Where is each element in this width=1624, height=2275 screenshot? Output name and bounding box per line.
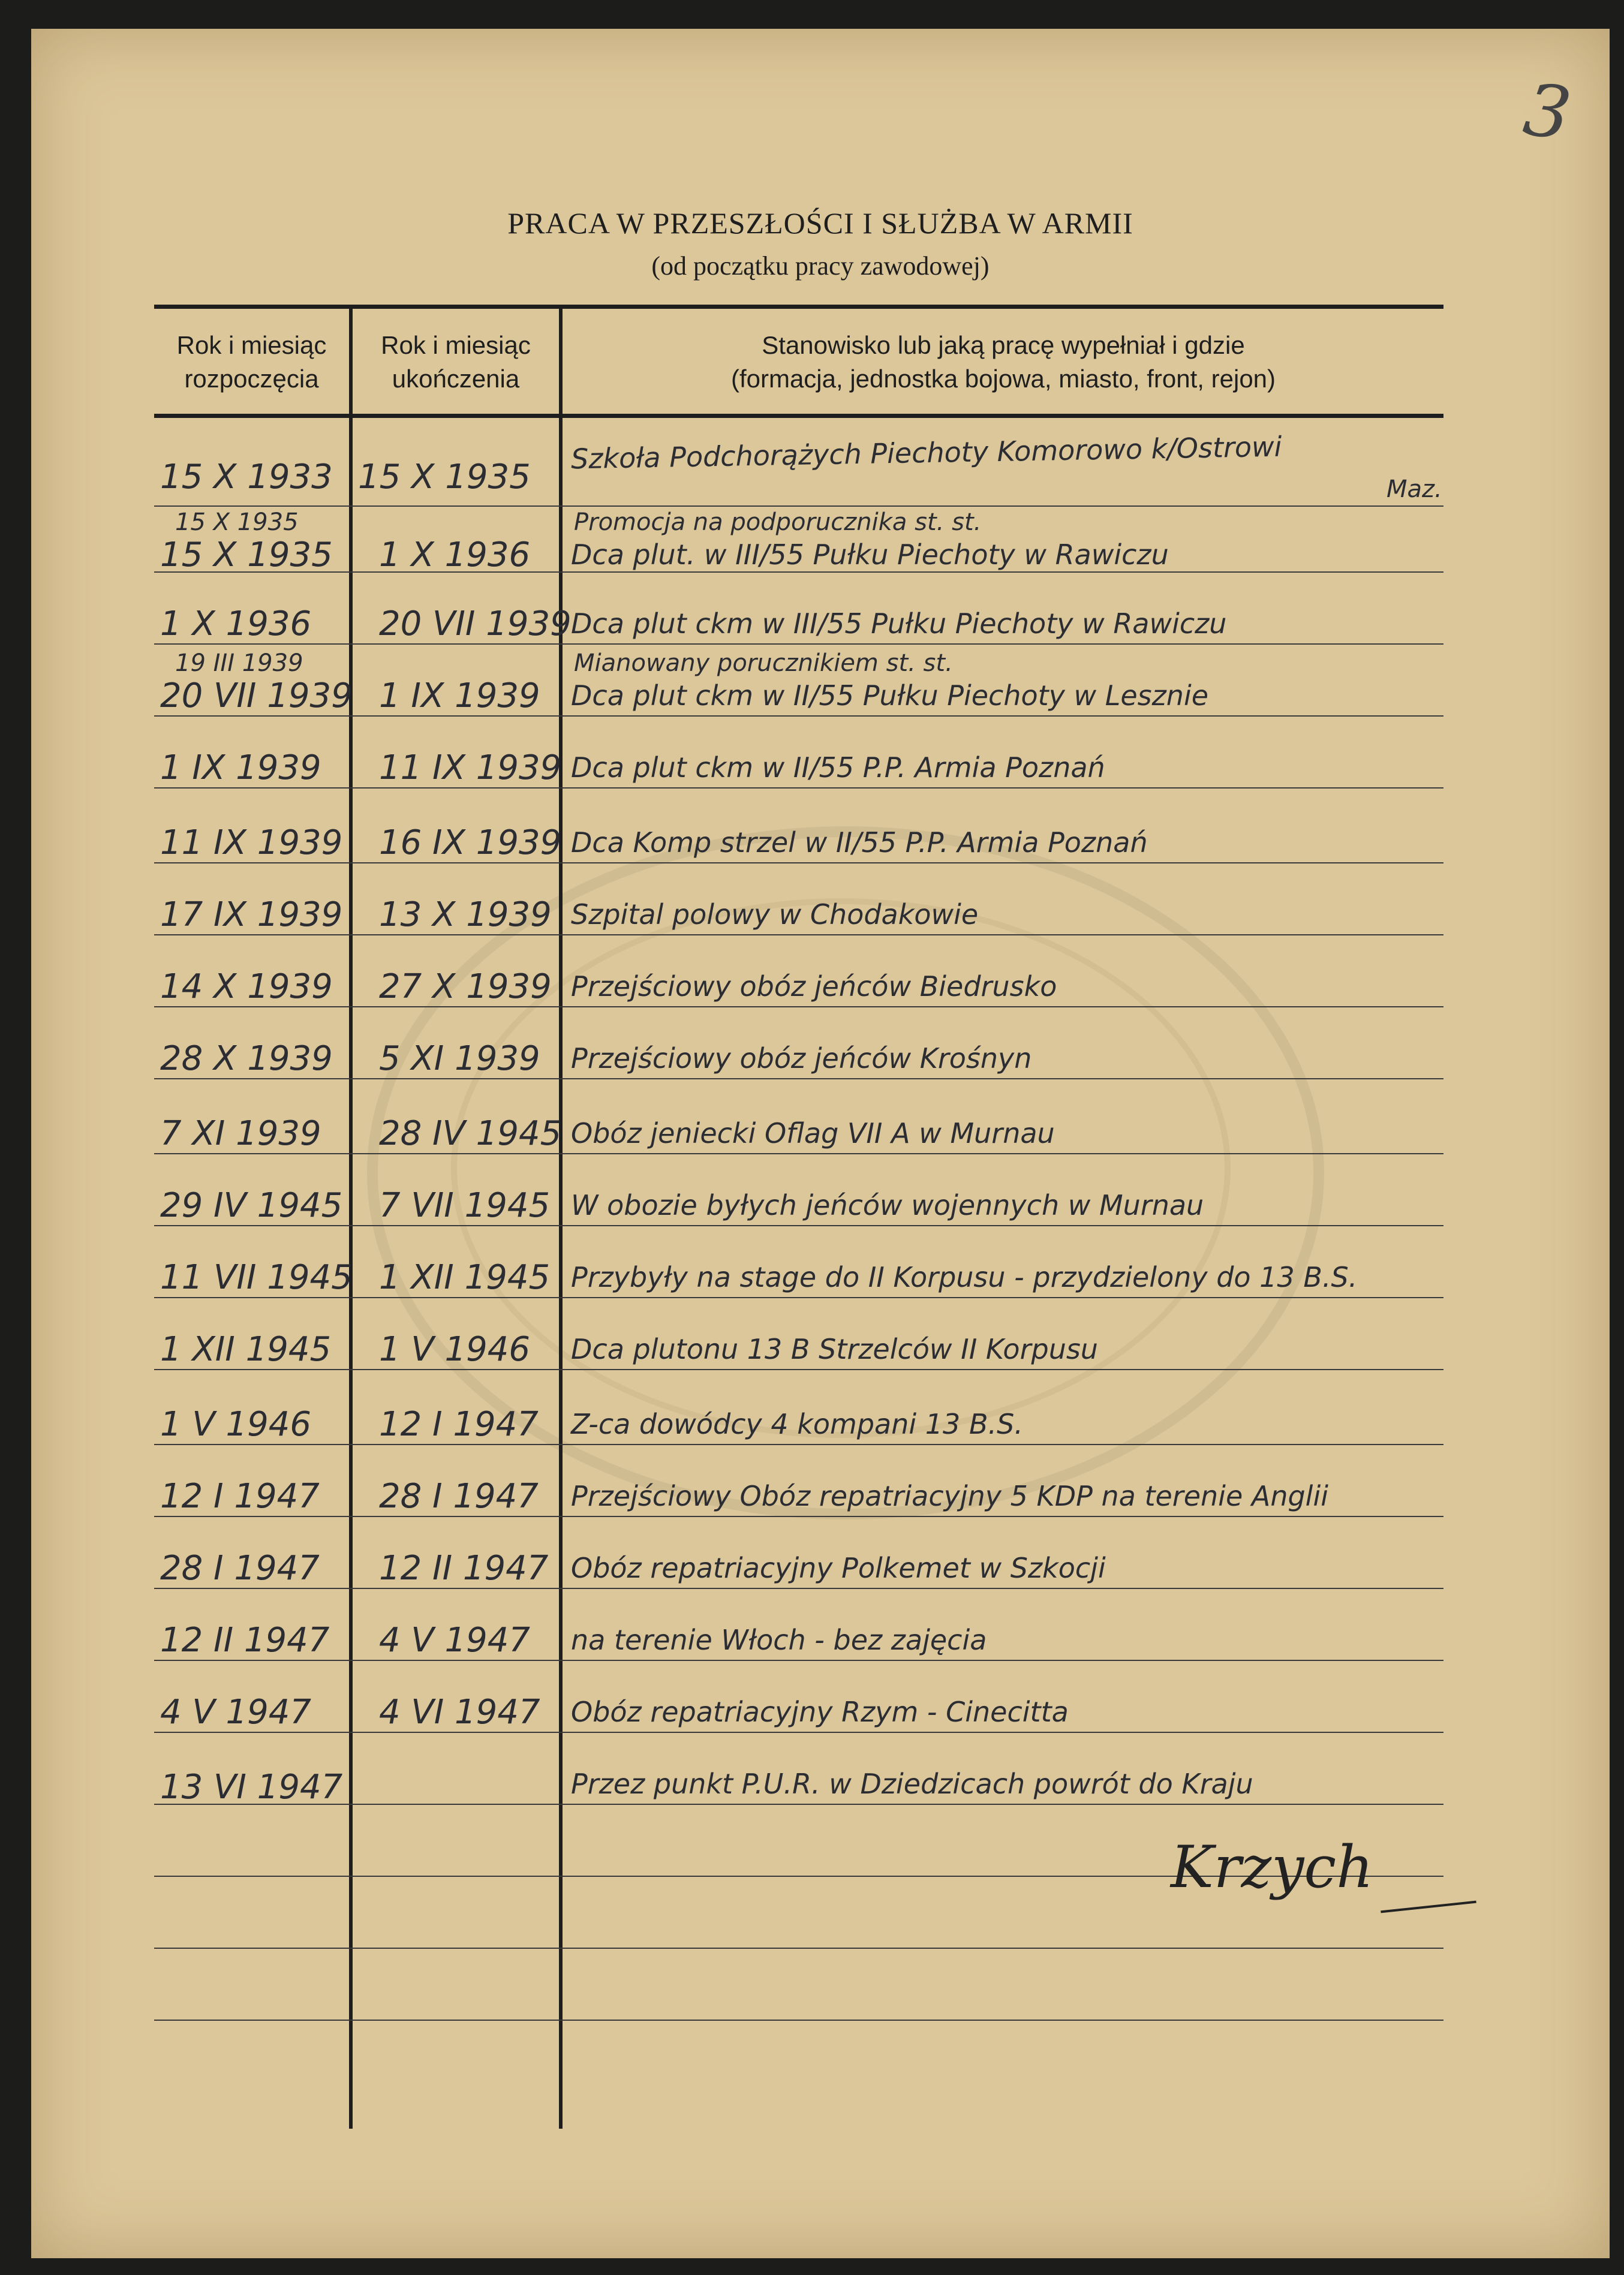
column-header-start-line2: rozpoczęcia	[184, 365, 319, 393]
row-description: Obóz jeniecki Oflag VII A w Murnau	[571, 1117, 1055, 1149]
row-description: Obóz repatriacyjny Rzym - Cinecitta	[571, 1696, 1069, 1728]
row-start-date: 1 V 1946	[160, 1405, 312, 1444]
row-description: Przejściowy Obóz repatriacyjny 5 KDP na terenie Anglii	[571, 1480, 1329, 1512]
row-end-date: 28 IV 1945	[379, 1114, 562, 1153]
row-rule	[154, 1804, 1443, 1805]
table-header-rule	[154, 414, 1443, 418]
row-end-date: 5 XI 1939	[379, 1039, 540, 1078]
row-start-date: 1 IX 1939	[160, 748, 321, 787]
row-description: Przez punkt P.U.R. w Dziedzicach powrót do Kraju	[571, 1768, 1253, 1800]
row-end-date: 4 VI 1947	[379, 1693, 540, 1732]
row-rule	[154, 1588, 1443, 1589]
row-start-date: 4 V 1947	[160, 1693, 312, 1732]
row-start-date: 7 XI 1939	[160, 1114, 321, 1153]
row-description: Dca plut. w III/55 Pułku Piechoty w Rawiczu	[571, 538, 1169, 571]
row-rule	[154, 934, 1443, 935]
row-description: Obóz repatriacyjny Polkemet w Szkocji	[571, 1552, 1106, 1584]
row-rule	[154, 1660, 1443, 1661]
row-description-cont: Maz.	[1387, 476, 1442, 503]
row-rule	[154, 715, 1443, 717]
column-header-start	[154, 329, 349, 396]
column-divider-1	[349, 306, 353, 2129]
row-rule	[154, 1225, 1443, 1226]
row-rule	[154, 1948, 1443, 1949]
row-note: Promocja na podporucznika st. st.	[574, 508, 982, 536]
row-end-date: 1 XII 1945	[379, 1258, 551, 1297]
row-rule	[154, 2020, 1443, 2021]
column-header-end	[353, 329, 559, 396]
row-start-date: 11 VII 1945	[160, 1258, 353, 1297]
row-end-date: 27 X 1939	[379, 967, 552, 1006]
row-description: Przejściowy obóz jeńców Krośnyn	[571, 1042, 1032, 1075]
page-subtitle: (od początku pracy zawodowej)	[651, 251, 990, 281]
signature-flourish	[1381, 1901, 1476, 1913]
row-start-date: 1 X 1936	[160, 604, 312, 643]
row-description: Z-ca dowódcy 4 kompani 13 B.S.	[571, 1408, 1023, 1440]
row-end-date: 11 IX 1939	[379, 748, 562, 787]
column-header-description	[563, 329, 1444, 396]
row-end-date: 4 V 1947	[379, 1621, 531, 1660]
row-rule	[154, 643, 1443, 645]
row-rule	[154, 505, 1443, 507]
row-end-date: 15 X 1935	[358, 458, 531, 496]
row-rule	[154, 1153, 1443, 1154]
row-start-date: 12 II 1947	[160, 1621, 330, 1660]
row-description: Dca Komp strzel w II/55 P.P. Armia Poznań	[571, 826, 1148, 859]
row-description: na terenie Włoch - bez zajęcia	[571, 1624, 987, 1656]
row-start-date: 14 X 1939	[160, 967, 333, 1006]
row-description: Szkoła Podchorążych Piechoty Komorowo k/Ostrowi	[570, 430, 1282, 476]
table-top-rule	[154, 305, 1443, 309]
row-start-date: 13 VI 1947	[160, 1768, 343, 1807]
row-description: Przejściowy obóz jeńców Biedrusko	[571, 970, 1057, 1003]
row-start-date: 28 X 1939	[160, 1039, 333, 1078]
row-end-date: 13 X 1939	[379, 895, 552, 934]
page-number: 3	[1518, 68, 1576, 157]
row-start-date: 12 I 1947	[160, 1477, 320, 1516]
row-rule	[154, 571, 1443, 573]
page-title: PRACA W PRZESZŁOŚCI I SŁUŻBA W ARMII	[507, 206, 1133, 240]
row-rule	[154, 1369, 1443, 1370]
row-rule	[154, 862, 1443, 863]
column-header-start-line1: Rok i miesiąc	[176, 331, 327, 359]
row-description: Przybyły na stage do II Korpusu - przydzielony do 13 B.S.	[571, 1261, 1358, 1293]
column-divider-2	[559, 306, 563, 2129]
row-start-date: 15 X 1933	[160, 458, 333, 496]
row-end-date: 16 IX 1939	[379, 823, 562, 862]
row-rule	[154, 787, 1443, 789]
row-description: Szpital polowy w Chodakowie	[571, 898, 979, 931]
column-header-description-line1: Stanowisko lub jaką pracę wypełniał i gdzie	[762, 331, 1245, 359]
row-end-date: 1 V 1946	[379, 1330, 531, 1369]
row-description: Dca plut ckm w II/55 P.P. Armia Poznań	[571, 751, 1105, 784]
row-rule	[154, 1297, 1443, 1298]
row-end-date: 7 VII 1945	[379, 1186, 551, 1225]
row-start-date: 28 I 1947	[160, 1549, 320, 1588]
row-start-date: 20 VII 1939	[160, 676, 353, 715]
document-sheet	[31, 29, 1610, 2258]
row-note: Mianowany porucznikiem st. st.	[574, 649, 953, 677]
row-rule	[154, 1006, 1443, 1007]
row-end-date: 12 II 1947	[379, 1549, 549, 1588]
row-end-date: 20 VII 1939	[379, 604, 572, 643]
row-description: Dca plut ckm w III/55 Pułku Piechoty w Rawiczu	[571, 607, 1227, 640]
row-end-date: 1 IX 1939	[379, 676, 540, 715]
row-description: Dca plut ckm w II/55 Pułku Piechoty w Lesznie	[571, 679, 1209, 712]
row-start-date: 11 IX 1939	[160, 823, 343, 862]
row-rule	[154, 1444, 1443, 1445]
row-rule	[154, 1732, 1443, 1733]
row-rule	[154, 1516, 1443, 1517]
row-start-note: 15 X 1935	[175, 508, 299, 536]
row-end-date: 12 I 1947	[379, 1405, 539, 1444]
row-description: Dca plutonu 13 B Strzelców II Korpusu	[571, 1333, 1098, 1365]
row-start-date: 15 X 1935	[160, 535, 333, 574]
row-description: W obozie byłych jeńców wojennych w Murnau	[571, 1189, 1204, 1221]
row-end-date: 28 I 1947	[379, 1477, 539, 1516]
column-header-end-line1: Rok i miesiąc	[381, 331, 531, 359]
column-header-description-line2: (formacja, jednostka bojowa, miasto, front, rejon)	[730, 365, 1276, 393]
column-header-end-line2: ukończenia	[392, 365, 520, 393]
row-start-date: 17 IX 1939	[160, 895, 343, 934]
signature: Krzych	[1171, 1834, 1374, 1901]
row-start-date: 29 IV 1945	[160, 1186, 343, 1225]
row-start-date: 1 XII 1945	[160, 1330, 332, 1369]
row-end-date: 1 X 1936	[379, 535, 531, 574]
row-rule	[154, 1078, 1443, 1079]
row-start-note: 19 III 1939	[175, 649, 303, 677]
